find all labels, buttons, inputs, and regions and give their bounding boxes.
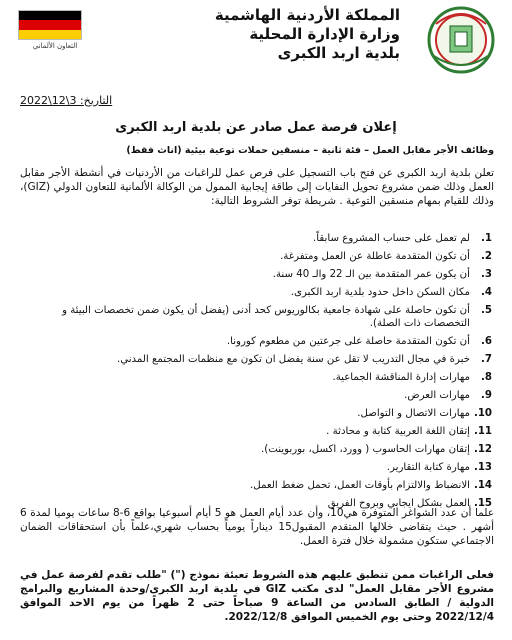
item-text: أن يكون عمر المتقدمة بين الـ 22 والـ 40 سنة.	[272, 269, 470, 280]
item-text: مهارات إدارة المناقشة الجماعية.	[332, 372, 470, 383]
logo-caption: التعاون الألماني	[32, 42, 78, 50]
letter-date: التاريخ: 3\12\2022	[20, 94, 113, 107]
intro-paragraph: تعلن بلدية اربد الكبرى عن فتح باب التسجيل على فرص عمل للراغبات من الأردنيات في أنشطة الأجر مقابل العمل وذلك ضمن مشروع تحويل النفايات إلى طاقة إيجابية الممول من الوكالة الألمانية للتعاون الدولي (GIZ)، وذلك للقيام بمهام منسقين التوعية . شريطة توفر الشروط التالية:	[20, 167, 494, 207]
item-number: 13.	[473, 462, 492, 473]
german-flag-icon	[18, 10, 82, 40]
item-text: مهارات الاتصال و التواصل.	[357, 408, 470, 419]
municipality-name: بلدية اربد الكبرى	[277, 44, 400, 62]
job-category: وظائف الأجر مقابل العمل – فئة ثانية – منسقين حملات توعية بيئية (اناث فقط)	[126, 145, 494, 156]
item-number: 2.	[481, 251, 492, 262]
item-text: مهارة كتابة التقارير.	[386, 462, 470, 473]
conditions-list	[22, 232, 492, 515]
closing-paragraph: فعلى الراغبات ممن تنطبق عليهم هذه الشروط تعبئة نموذج (") "طلب تقدم لفرصة عمل في مشروع الأجر مقابل العمل" لدى مكتب GIZ في بلدية اربد الكبرى/وحدة المشاريع والبرامج الدولية / الطابق السادس من الساعة 9 صباحاً حتى 2 ظهراً من يوم الاحد الموافق 2022/12/4 وحتى يوم الخميس الموافق 2022/12/8.	[20, 569, 495, 623]
item-text: إتقان مهارات الحاسوب ( وورد، اكسل، بوربوينت).	[260, 444, 470, 455]
item-text: أن تكون المتقدمة حاصلة على جرعتين من مطعوم كورونا.	[226, 336, 470, 347]
item-text: خبرة في مجال التدريب لا تقل عن سنة يفضل ان تكون مع منظمات المجتمع المدني.	[116, 354, 470, 365]
item-text: العمل بشكل ايجابي وبروح الفريق	[327, 498, 470, 509]
list-item	[22, 461, 492, 474]
list-item	[22, 286, 492, 299]
list-item	[22, 250, 492, 263]
item-text: أن تكون المتقدمة عاطلة عن العمل ومتفرغة.	[280, 251, 470, 262]
item-number: 8.	[481, 372, 492, 383]
item-text: مهارات العرض.	[404, 390, 470, 401]
terms-paragraph: علما أن عدد الشواغر المتوفرة هي10، وأن عدد أيام العمل هو 5 أيام أسبوعيا بواقع 6-8 ساعات يوميا لمدة 6 أشهر . حيث يتقاضى خلالها المتقدم المقبول15 ديناراً يومياً بحساب شهري،علماً بأن استحقاقات الضمان الاجتماعي ستكون مشمولة خلال فترة العمل.	[20, 507, 495, 547]
item-number: 7.	[481, 354, 492, 365]
item-number: 5.	[481, 305, 492, 316]
item-text: لم تعمل على حساب المشروع سابقاً.	[313, 233, 470, 244]
list-item	[22, 407, 492, 420]
list-item	[22, 425, 492, 438]
kingdom-name: المملكة الأردنية الهاشمية	[214, 6, 400, 24]
ministry-heading	[100, 6, 400, 63]
item-number: 1.	[481, 233, 492, 244]
item-number: 3.	[481, 269, 492, 280]
item-number: 12.	[473, 444, 492, 455]
item-number: 11.	[473, 426, 492, 437]
list-item	[22, 335, 492, 348]
item-number: 9.	[481, 390, 492, 401]
item-text: الانضباط والالتزام بأوقات العمل، تحمل ضغط العمل.	[250, 480, 470, 491]
list-item	[22, 353, 492, 366]
list-item	[22, 304, 492, 330]
announcement-title: إعلان فرصة عمل صادر عن بلدية اربد الكبرى	[115, 120, 397, 135]
list-item	[22, 371, 492, 384]
list-item	[22, 389, 492, 402]
date-line	[0, 94, 512, 107]
list-item	[22, 268, 492, 281]
letterhead	[0, 0, 512, 90]
municipality-emblem-icon	[422, 4, 500, 76]
list-item	[22, 232, 492, 245]
item-number: 10.	[473, 408, 492, 419]
item-text: مكان السكن داخل حدود بلدية اربد الكبرى.	[290, 287, 470, 298]
item-number: 15.	[473, 498, 492, 509]
item-number: 14.	[473, 480, 492, 491]
item-number: 6.	[481, 336, 492, 347]
item-text: أن تكون حاصلة على شهادة جامعية بكالوريوس كحد أدنى (يفضل أن يكون ضمن تخصصات البيئة و التخصصات ذات الصلة).	[62, 305, 470, 329]
item-text: إتقان اللغة العربية كتابة و محادثة .	[326, 426, 470, 437]
giz-logo	[10, 6, 100, 66]
list-item	[22, 443, 492, 456]
item-number: 4.	[481, 287, 492, 298]
list-item	[22, 479, 492, 492]
ministry-name: وزارة الإدارة المحلية	[249, 25, 400, 43]
